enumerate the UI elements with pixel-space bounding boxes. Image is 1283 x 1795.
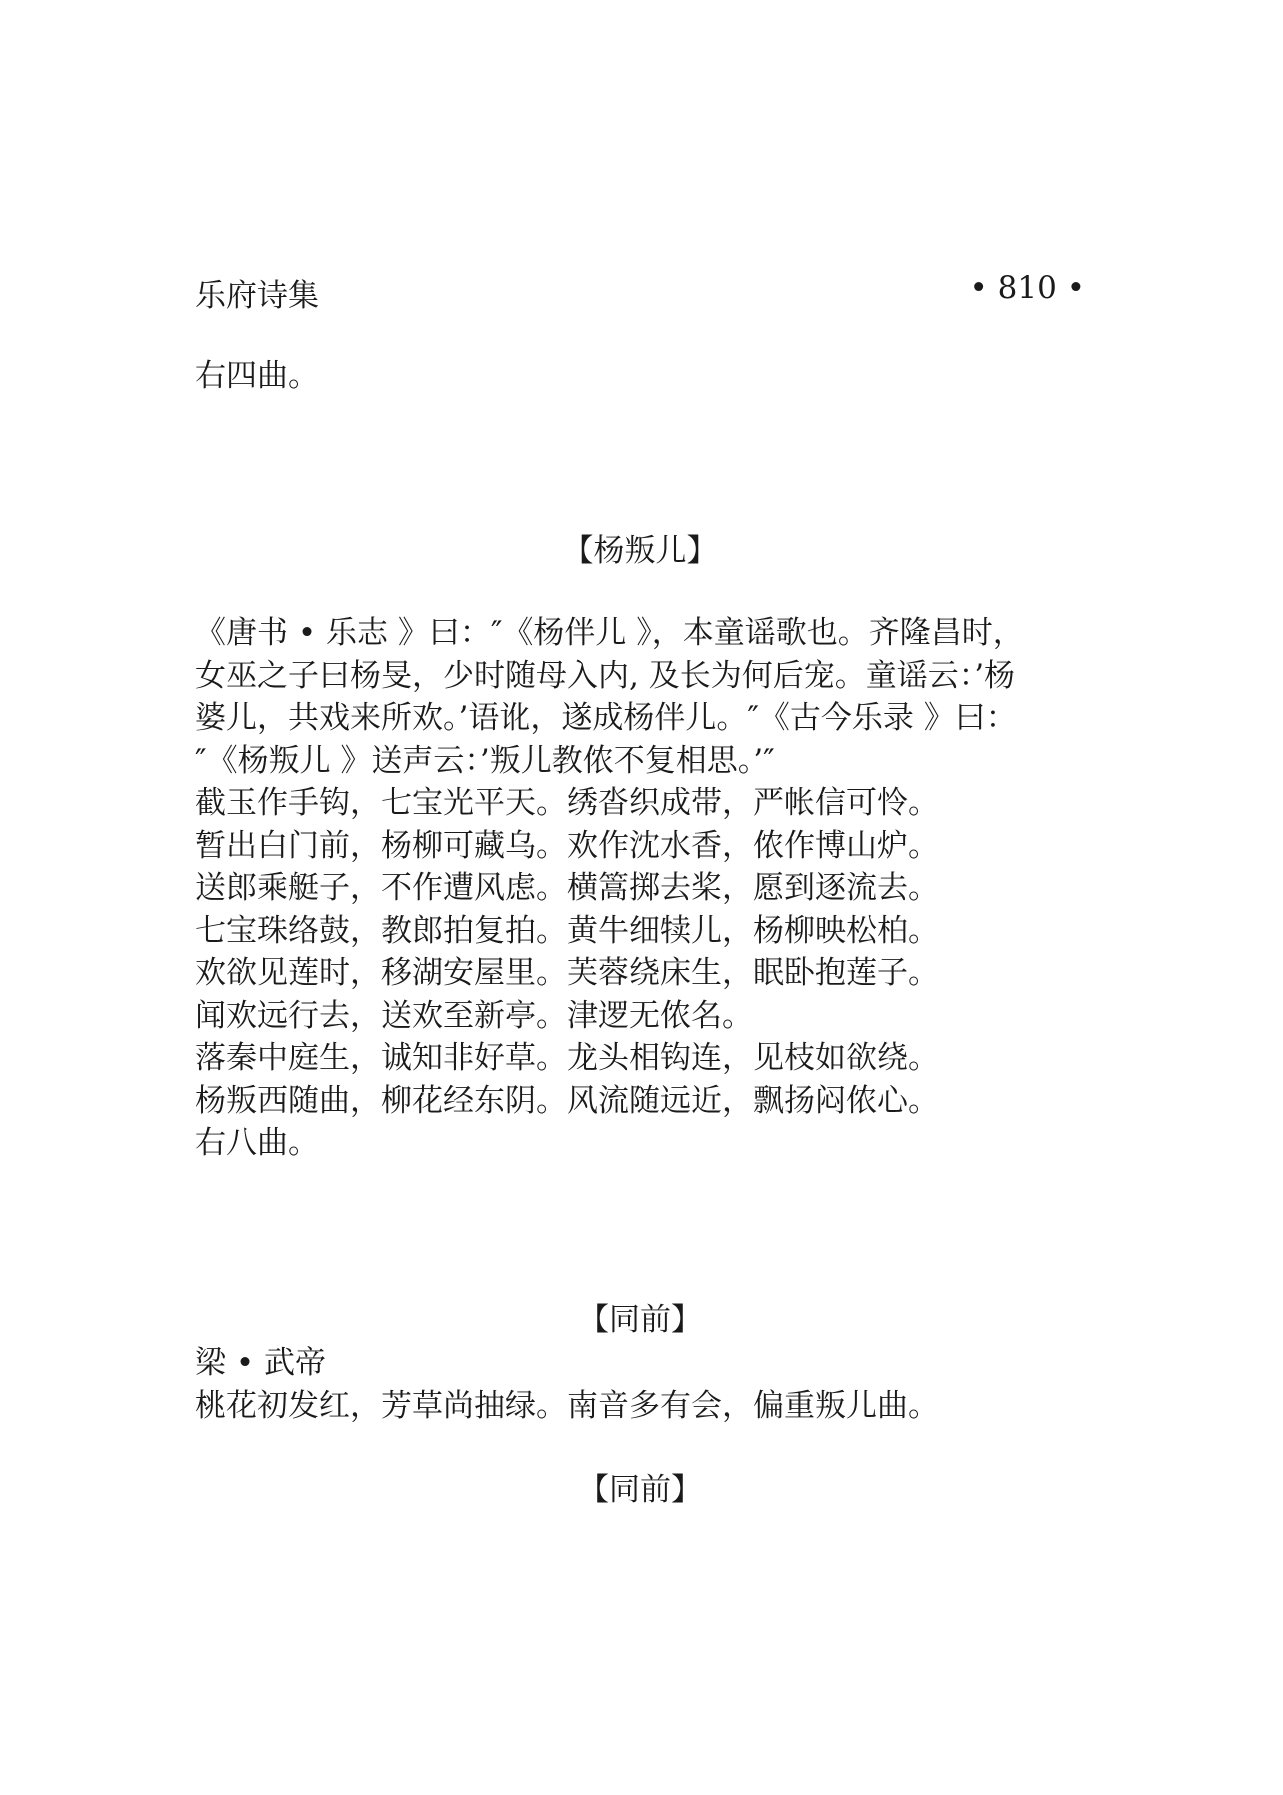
intro-line: 《唐书 • 乐志 》曰：″《杨伴儿 》，本童谣歌也。齐隆昌时，	[195, 615, 1024, 651]
verse-line: 桃花初发红，芳草尚抽绿。南音多有会，偏重叛儿曲。	[195, 1388, 939, 1424]
document-page	[195, 0, 1085, 1795]
intro-line: 女巫之子曰杨旻，少时随母入内, 及长为何后宠。童谣云：’杨	[195, 657, 1016, 694]
author-line: 梁 • 武帝	[195, 1345, 326, 1381]
verse-line: 欢欲见莲时，移湖安屋里。芙蓉绕床生，眠卧抱莲子。	[195, 955, 939, 991]
book-title: 乐府诗集	[195, 278, 319, 314]
verse-line: 闻欢远行去，送欢至新亭。津逻无侬名。	[195, 997, 753, 1034]
intro-paragraph	[195, 612, 1085, 782]
verse-line: 落秦中庭生，诚知非好草。龙头相钩连，见枝如欲绕。	[195, 1040, 939, 1076]
section-title: 【同前】	[578, 1472, 702, 1508]
section-closing-note: 右四曲。	[195, 358, 319, 394]
page-header	[195, 270, 1085, 314]
section-title: 【同前】	[578, 1302, 702, 1338]
verse-line: 暂出白门前，杨柳可藏乌。欢作沈水香，侬作博山炉。	[195, 827, 939, 864]
verse-block	[195, 782, 1085, 1165]
verse-line: 杨叛西随曲，柳花经东阴。风流随远近，飘扬闷侬心。	[195, 1082, 939, 1119]
verse-line: 七宝珠络鼓，教郎拍复拍。黄牛细犊儿，杨柳映松柏。	[195, 912, 939, 949]
verse-line: 送郎乘艇子，不作遭风虑。横篙掷去桨，愿到逐流去。	[195, 870, 939, 906]
intro-line: 婆儿，共戏来所欢。’语讹，遂成杨伴儿。″《古今乐录 》曰：	[195, 700, 1017, 736]
intro-line: ″《杨叛儿 》送声云：’叛儿教侬不复相思。’″	[195, 742, 775, 779]
page-number: • 810 •	[969, 270, 1085, 306]
section-title: 【杨叛儿】	[562, 533, 718, 569]
verse-line: 截玉作手钩，七宝光平天。绣沓织成带，严帐信可怜。	[195, 785, 939, 821]
verse-line: 右八曲。	[195, 1125, 319, 1161]
